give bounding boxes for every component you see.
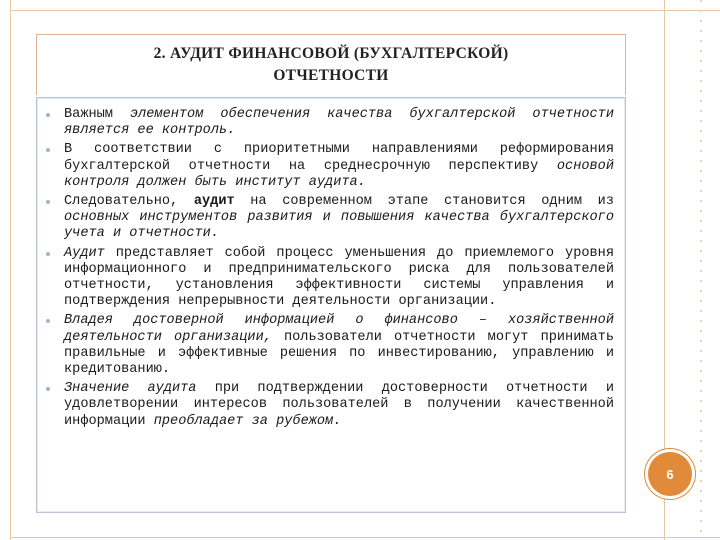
list-item: [46, 142, 614, 191]
top-rule: [10, 10, 720, 11]
item-text: Важным: [64, 107, 130, 122]
bullet-icon: [46, 319, 50, 323]
bottom-rule: [10, 537, 720, 538]
item-text: Следовательно,: [64, 194, 194, 210]
list-item: [46, 313, 614, 378]
item-text: В соответствии с приоритетными направлениями реформирования бухгалтерской отчетности на среднесрочную перспективу: [64, 142, 614, 174]
dashed-margin-line: [696, 0, 706, 540]
page-number-badge: 6: [648, 452, 692, 496]
bullet-icon: [46, 252, 50, 256]
slide-title-line-1: 2. АУДИТ ФИНАНСОВОЙ (БУХГАЛТЕРСКОЙ): [153, 45, 509, 62]
item-text: пользователи отчетности могут принимать правильные и эффективные решения по инвестированию, управлению и кредитованию.: [64, 329, 614, 378]
list-item: [46, 246, 614, 311]
bullet-icon: [46, 200, 50, 204]
item-text-italic: основных инструментов развития и повышения качества бухгалтерского учета и отчетности.: [64, 210, 614, 242]
item-text-italic: Значение аудита: [64, 381, 197, 397]
item-text-italic: преобладает за рубежом.: [153, 413, 342, 429]
item-text: при подтверждении достоверности отчетности и удовлетворении интересов пользователей в получении качественной информации: [64, 381, 614, 429]
list-item: [46, 107, 614, 139]
item-text: представляет собой процесс уменьшения до приемлемого уровня информационного и предпринимательского риска для пользователей отчетности, установления эффективности системы управления и подтверждения непрерывности деятельности организации.: [64, 245, 614, 310]
item-text-italic: основой контроля должен быть институт аудита.: [64, 158, 614, 190]
bullet-icon: [46, 148, 50, 152]
left-rule: [10, 0, 11, 540]
item-text-italic: Владея достоверной информацией о финансово – хозяйственной деятельности организации,: [64, 313, 614, 345]
item-text-italic: Аудит: [64, 245, 105, 261]
item-text-italic: элементом обеспечения качества бухгалтерской отчетности является ее контроль.: [64, 107, 614, 139]
bullet-icon: [46, 387, 50, 391]
item-text-bold: аудит: [193, 194, 235, 210]
bullet-list: [46, 107, 614, 433]
list-item: [46, 194, 614, 243]
item-text: на современном этапе становится одним из: [234, 194, 614, 210]
slide-title-line-2: ОТЧЕТНОСТИ: [273, 67, 389, 84]
slide-title: [36, 34, 626, 95]
list-item: [46, 381, 614, 430]
bullet-icon: [46, 113, 50, 117]
